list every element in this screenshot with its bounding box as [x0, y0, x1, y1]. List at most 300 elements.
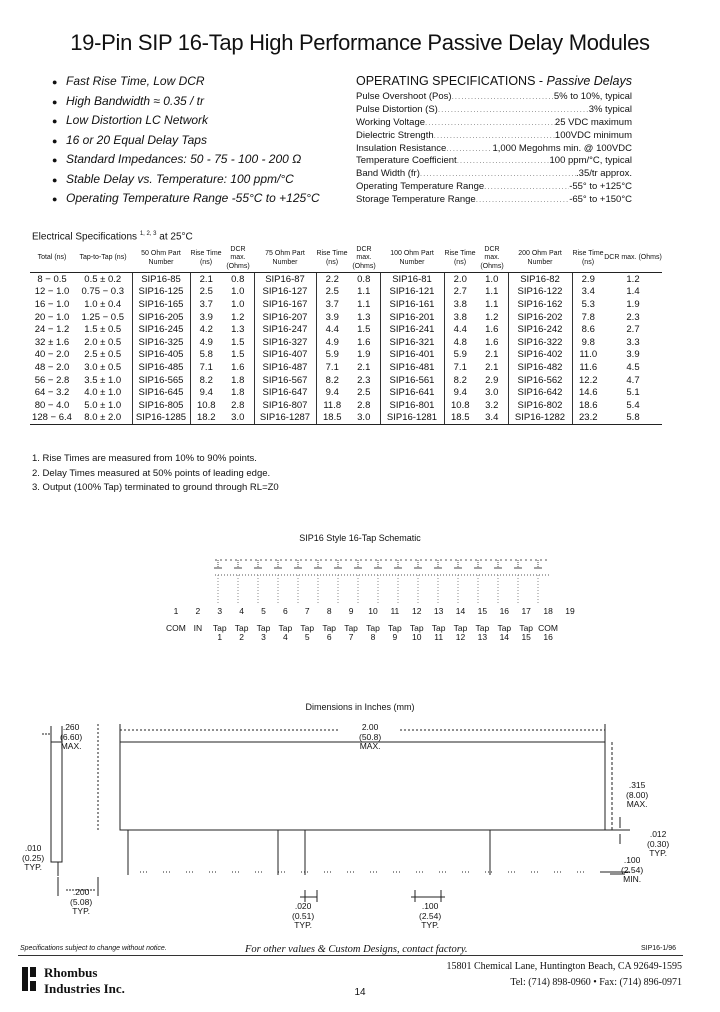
- table-cell: 23.2: [572, 412, 604, 425]
- front-view-body: [120, 742, 605, 830]
- table-cell: 8.2: [453, 374, 467, 386]
- pin-label: 10: [368, 606, 378, 616]
- pin-label: 15: [477, 606, 488, 616]
- column-header: 200 Ohm Part Number: [508, 245, 572, 273]
- part-number-cell: SIP16-487: [254, 361, 316, 374]
- table-cell: 8.2: [325, 374, 339, 386]
- part-number-cell: SIP16-402: [508, 349, 572, 362]
- pin-label: 18: [543, 606, 553, 616]
- table-cell: 2.2: [325, 273, 339, 285]
- column-header: DCR max. (Ohms): [222, 245, 254, 273]
- table-cell: 4.9: [325, 336, 339, 348]
- table-cell: 7.1: [199, 361, 213, 373]
- pin-label: Tap: [278, 623, 293, 633]
- document-number: SIP16-1/96: [641, 945, 677, 952]
- table-cell: 16 − 1.0: [34, 298, 70, 310]
- pin-label: 6: [326, 632, 332, 642]
- lc-network: [214, 560, 550, 603]
- part-number-cell: SIP16-81: [380, 273, 444, 286]
- pin-label: 2: [239, 632, 244, 642]
- dimension-drawing: [0, 712, 720, 942]
- feature-item: ● Low Distortion LC Network: [52, 111, 352, 131]
- table-cell: 1.1: [357, 298, 371, 310]
- part-number-cell: SIP16-325: [132, 336, 190, 349]
- spec-label: Working Voltage: [356, 116, 426, 128]
- operating-specifications: [356, 74, 632, 207]
- leader-dots: [446, 143, 492, 156]
- feature-item: ● 16 or 20 Equal Delay Taps: [52, 131, 352, 151]
- lead-width-label: .012 (0.30) TYP.: [647, 829, 670, 858]
- pin-label: 12: [412, 606, 422, 616]
- pin-label: Tap: [322, 623, 337, 633]
- spec-value: 3% typical: [588, 103, 632, 115]
- table-cell: 1.2: [231, 311, 245, 323]
- table-cell: 3.5 ± 1.0: [84, 374, 122, 386]
- spec-label: Pulse Distortion (S): [356, 103, 438, 115]
- part-number-cell: SIP16-87: [254, 273, 316, 286]
- table-cell: 2.3: [626, 311, 640, 323]
- table-cell: 1.3: [357, 311, 371, 323]
- pin-label: Tap: [344, 623, 358, 633]
- table-cell: 1.8: [231, 374, 245, 386]
- table-cell: 3.3: [626, 336, 640, 348]
- spec-label: Temperature Coefficient: [356, 155, 457, 167]
- pin-label: 11: [390, 606, 400, 616]
- part-number-cell: SIP16-327: [254, 336, 316, 349]
- table-cell: 2.1: [485, 361, 499, 373]
- part-number-cell: SIP16-561: [380, 374, 444, 387]
- table-cell: 4.2: [199, 324, 213, 336]
- table-cell: 1.6: [485, 324, 499, 336]
- table-row: [30, 374, 662, 387]
- table-header-row: [30, 245, 662, 273]
- spec-row: [356, 130, 632, 143]
- table-cell: 3.9: [325, 311, 339, 323]
- table-cell: 9.4: [453, 387, 467, 399]
- table-cell: 4.9: [199, 336, 213, 348]
- table-cell: 0.8: [231, 273, 245, 285]
- table-cell: 2.1: [199, 273, 213, 285]
- table-cell: 1.1: [485, 286, 499, 298]
- pin-label: 6: [283, 606, 288, 616]
- note-item: 1. Rise Times are measured from 10% to 90% points.: [32, 453, 257, 464]
- spec-label: Dielectric Strength: [356, 129, 434, 141]
- height-dimension-label: .315 (8.00) MAX.: [626, 780, 649, 809]
- note-item: 2. Delay Times measured at 50% points of leading edge.: [32, 467, 271, 479]
- leader-dots: [452, 91, 554, 104]
- custom-designs-note: For other values & Custom Designs, contact factory.: [245, 944, 468, 955]
- table-cell: 64 − 3.2: [34, 387, 70, 399]
- part-number-cell: SIP16-807: [254, 399, 316, 412]
- pin-label: 5: [261, 606, 266, 616]
- table-cell: 3.0: [348, 412, 380, 425]
- lead-length-label: .100 (2.54) MIN.: [621, 855, 644, 884]
- leader-dots: [476, 194, 569, 207]
- pin-label: 4: [239, 606, 244, 616]
- feature-item: ● High Bandwidth ≈ 0.35 / tr: [52, 92, 352, 112]
- part-number-cell: SIP16-161: [380, 298, 444, 311]
- table-cell: 2.8: [357, 399, 371, 411]
- schematic-diagram: [150, 545, 570, 607]
- table-cell: 1.8: [231, 387, 245, 399]
- part-number-cell: SIP16-805: [132, 399, 190, 412]
- pin-label: Tap: [234, 623, 249, 633]
- leader-dots: [484, 181, 569, 194]
- pin-label: Tap: [212, 623, 227, 633]
- leader-dots: [438, 104, 589, 117]
- part-number-cell: SIP16-647: [254, 386, 316, 399]
- part-number-cell: SIP16-162: [508, 298, 572, 311]
- pin-label: Tap: [300, 623, 315, 633]
- spec-label: Storage Temperature Range: [356, 194, 476, 206]
- brand-name-line2: Industries Inc.: [44, 981, 125, 996]
- pin-label: 3: [261, 632, 266, 642]
- part-number-cell: SIP16-482: [508, 361, 572, 374]
- table-cell: 1.6: [357, 336, 371, 348]
- table-row: [30, 412, 662, 425]
- spec-row: [356, 155, 632, 168]
- column-header: Rise Time (ns): [572, 245, 604, 273]
- pin-label: COM: [166, 623, 186, 633]
- pin-label: 1: [217, 632, 223, 642]
- part-number-cell: SIP16-121: [380, 286, 444, 299]
- table-row: [30, 361, 662, 374]
- table-cell: 80 − 4.0: [34, 399, 70, 411]
- notes: [32, 452, 279, 496]
- table-cell: 1.1: [357, 286, 371, 298]
- spec-value: 1,000 Megohms min. @ 100VDC: [492, 142, 632, 154]
- pin-label: 2: [195, 606, 201, 616]
- pin-label: 14: [455, 606, 466, 616]
- pin-label: IN: [193, 623, 203, 633]
- spec-value: -55° to +125°C: [569, 181, 632, 193]
- pin-label: 4: [283, 632, 288, 642]
- part-number-cell: SIP16-122: [508, 286, 572, 299]
- part-number-cell: SIP16-242: [508, 323, 572, 336]
- table-row: [30, 349, 662, 362]
- electrical-title: Electrical Specifications $^{1, 2, 3}$ at 25°C: [32, 231, 193, 243]
- part-number-cell: SIP16-1285: [132, 412, 190, 425]
- table-cell: 10.8: [197, 399, 216, 411]
- lead-diameter-label: .020 (0.51) TYP.: [292, 901, 315, 930]
- pin-label: [559, 632, 581, 642]
- part-number-cell: SIP16-562: [508, 374, 572, 387]
- table-cell: 3.8: [453, 311, 467, 323]
- part-number-cell: SIP16-642: [508, 386, 572, 399]
- table-cell: 3.2: [485, 399, 499, 411]
- feature-item: ● Fast Rise Time, Low DCR: [52, 72, 352, 92]
- part-number-cell: SIP16-485: [132, 361, 190, 374]
- table-cell: 2.1: [485, 349, 499, 361]
- company-address: 15801 Chemical Lane, Huntington Beach, CA 92649-1595: [446, 961, 682, 972]
- table-cell: 5.4: [626, 399, 640, 411]
- spec-rows: [356, 91, 632, 207]
- pin-label: 16: [499, 606, 510, 616]
- column-header: 50 Ohm Part Number: [132, 245, 190, 273]
- table-cell: 3.9: [199, 311, 213, 323]
- column-header: Rise Time (ns): [316, 245, 348, 273]
- footer-divider: [18, 955, 683, 956]
- spec-row: [356, 194, 632, 207]
- table-cell: 40 − 2.0: [34, 349, 70, 361]
- table-cell: 11.8: [323, 399, 342, 411]
- table-cell: 1.3: [231, 324, 245, 336]
- part-number-cell: SIP16-407: [254, 349, 316, 362]
- leader-dots: [425, 117, 555, 130]
- schematic-title: SIP16 Style 16-Tap Schematic: [299, 533, 421, 543]
- table-cell: 3.4: [581, 286, 595, 298]
- pin-label: 11: [434, 632, 444, 642]
- table-cell: 56 − 2.8: [34, 374, 70, 386]
- part-number-cell: SIP16-321: [380, 336, 444, 349]
- part-number-cell: SIP16-85: [132, 273, 190, 286]
- column-header: Tap-to-Tap (ns): [74, 245, 132, 273]
- pin-label: 1: [173, 606, 179, 616]
- table-cell: 1.6: [485, 336, 499, 348]
- table-cell: 0.5 ± 0.2: [84, 273, 122, 285]
- part-number-cell: SIP16-801: [380, 399, 444, 412]
- table-cell: 10.8: [451, 399, 470, 411]
- table-cell: 0.8: [357, 273, 371, 285]
- bullet-icon: ●: [52, 194, 58, 204]
- table-cell: 1.25 − 0.5: [81, 311, 125, 323]
- pin-label: 10: [412, 632, 422, 642]
- side-view-body: [51, 742, 62, 862]
- part-number-cell: SIP16-241: [380, 323, 444, 336]
- part-number-cell: SIP16-567: [254, 374, 316, 387]
- pin-label: 17: [521, 606, 531, 616]
- spec-row: [356, 143, 632, 156]
- table-cell: 5.3: [581, 298, 595, 310]
- feature-item: ● Standard Impedances: 50 - 75 - 100 - 200 Ω: [52, 150, 352, 170]
- table-cell: 8 − 0.5: [37, 273, 67, 285]
- table-cell: 4.4: [453, 324, 467, 336]
- part-number-cell: SIP16-1287: [254, 412, 316, 425]
- table-cell: 12 − 1.0: [34, 286, 70, 298]
- feature-item: ● Operating Temperature Range -55°C to +125°C: [52, 189, 352, 209]
- pin-label: Tap: [366, 623, 380, 633]
- table-cell: 14.6: [579, 387, 598, 399]
- table-cell: 2.5: [199, 286, 213, 298]
- part-number-cell: SIP16-167: [254, 298, 316, 311]
- table-cell: 4.0 ± 1.0: [84, 387, 122, 399]
- part-number-cell: SIP16-401: [380, 349, 444, 362]
- table-row: [30, 286, 662, 299]
- part-number-cell: SIP16-125: [132, 286, 190, 299]
- table-row: [30, 336, 662, 349]
- table-cell: 1.0 ± 0.4: [84, 298, 122, 310]
- table-cell: 1.0: [485, 273, 499, 285]
- table-cell: 3.7: [325, 298, 339, 310]
- spec-value: 100VDC minimum: [554, 129, 632, 141]
- company-phone: Tel: (714) 898-0960 • Fax: (714) 896-0971: [510, 977, 682, 988]
- table-cell: 1.0: [231, 298, 245, 310]
- table-cell: 1.0: [231, 286, 245, 298]
- feature-list: [52, 72, 352, 209]
- table-cell: 2.5: [325, 286, 339, 298]
- part-number-cell: SIP16-247: [254, 323, 316, 336]
- table-cell: 18.2: [190, 412, 222, 425]
- part-number-cell: SIP16-481: [380, 361, 444, 374]
- spec-row: [356, 104, 632, 117]
- spec-value: -65° to +150°C: [569, 194, 632, 206]
- table-cell: 11.6: [579, 361, 598, 373]
- pin-number-row: [165, 606, 581, 616]
- table-cell: 3.0: [222, 412, 254, 425]
- spec-value: 5% to 10%, typical: [553, 91, 632, 102]
- table-cell: 1.4: [626, 286, 640, 298]
- part-number-cell: SIP16-127: [254, 286, 316, 299]
- table-cell: 1.5: [357, 324, 371, 336]
- table-body: [30, 273, 662, 425]
- row-pitch-label: .200 (5.08) TYP.: [70, 887, 93, 916]
- pin-label: Tap: [497, 623, 512, 633]
- part-number-cell: SIP16-322: [508, 336, 572, 349]
- pin-label: 8: [370, 632, 376, 642]
- table-cell: 5.8: [604, 412, 662, 425]
- table-cell: 8.6: [581, 324, 595, 336]
- pin-label: [165, 632, 187, 642]
- part-number-cell: SIP16-202: [508, 311, 572, 324]
- table-row: [30, 323, 662, 336]
- leader-dots: [434, 130, 555, 143]
- table-cell: 9.8: [581, 336, 595, 348]
- table-cell: 2.8: [231, 399, 245, 411]
- pin-label: 9: [392, 632, 398, 642]
- pin-label: 14: [499, 632, 510, 642]
- spec-row: [356, 91, 632, 104]
- pin-label: 3: [217, 606, 223, 616]
- table-cell: 9.4: [199, 387, 213, 399]
- pin-pitch-label: .100 (2.54) TYP.: [419, 901, 442, 930]
- table-cell: 20 − 1.0: [34, 311, 70, 323]
- table-cell: 128 − 6.4: [30, 412, 74, 425]
- table-cell: 32 ± 1.6: [34, 336, 70, 348]
- table-cell: 7.1: [453, 361, 467, 373]
- table-cell: 2.7: [626, 324, 640, 336]
- spec-value: .35/tr approx.: [576, 168, 632, 180]
- pin-label: 7: [304, 606, 310, 616]
- part-number-cell: SIP16-205: [132, 311, 190, 324]
- spec-row: [356, 117, 632, 130]
- part-number-cell: SIP16-207: [254, 311, 316, 324]
- column-header: Rise Time (ns): [190, 245, 222, 273]
- bullet-icon: ●: [52, 174, 58, 185]
- spec-label: Insulation Resistance: [356, 142, 447, 154]
- pin-label: 13: [477, 632, 488, 642]
- part-number-cell: SIP16-565: [132, 374, 190, 387]
- part-number-cell: SIP16-641: [380, 386, 444, 399]
- part-number-cell: SIP16-245: [132, 323, 190, 336]
- table-cell: 2.3: [357, 374, 371, 386]
- pin-label: 7: [348, 632, 354, 642]
- pin-label: 9: [348, 606, 354, 616]
- table-cell: 1.9: [357, 349, 371, 361]
- table-cell: 2.9: [485, 374, 499, 386]
- table-cell: 3.9: [626, 349, 640, 361]
- electrical-spec-table: [30, 245, 662, 425]
- part-number-cell: SIP16-405: [132, 349, 190, 362]
- spec-value: 25 VDC maximum: [554, 116, 632, 128]
- table-cell: 9.4: [325, 387, 339, 399]
- table-cell: 1.5: [231, 349, 245, 361]
- bullet-icon: ●: [52, 155, 58, 165]
- table-cell: 7.1: [325, 361, 339, 373]
- column-header: DCR max. (Ohms): [476, 245, 508, 273]
- column-header: DCR max. (Ohms): [348, 245, 380, 273]
- table-cell: 3.8: [453, 298, 467, 310]
- table-cell: 3.0: [485, 387, 499, 399]
- table-cell: 8.0 ± 2.0: [74, 412, 132, 425]
- part-number-cell: SIP16-802: [508, 399, 572, 412]
- pin-label: 12: [455, 632, 466, 642]
- pin-label: Tap: [387, 623, 402, 633]
- page-title: 19-Pin SIP 16-Tap High Performance Passive Delay Modules: [70, 30, 650, 55]
- leader-dots: [457, 155, 550, 168]
- pin-label: 19: [565, 606, 575, 616]
- table-cell: 18.5: [444, 412, 476, 425]
- table-cell: 5.9: [325, 349, 339, 361]
- table-cell: 8.2: [199, 374, 213, 386]
- table-cell: 5.0 ± 1.0: [84, 399, 122, 411]
- table-cell: 1.1: [485, 298, 499, 310]
- table-row: [30, 311, 662, 324]
- table-cell: 1.5: [231, 336, 245, 348]
- lead-thickness-label: .010 (0.25) TYP.: [22, 843, 45, 872]
- table-cell: 3.4: [476, 412, 508, 425]
- pin-label: Tap: [409, 623, 424, 633]
- table-row: [30, 386, 662, 399]
- table-cell: 2.7: [453, 286, 467, 298]
- spec-row: [356, 168, 632, 181]
- table-cell: 11.0: [579, 349, 598, 361]
- pin-label: 5: [304, 632, 310, 642]
- disclaimer: Specifications subject to change without notice.: [20, 945, 167, 952]
- table-cell: 1.2: [626, 273, 640, 285]
- table-cell: 7.8: [581, 311, 595, 323]
- pin-label: Tap: [453, 623, 468, 633]
- pin-label: Tap: [475, 623, 490, 633]
- table-cell: 18.5: [316, 412, 348, 425]
- part-number-cell: SIP16-82: [508, 273, 572, 286]
- column-header: DCR max. (Ohms): [604, 245, 662, 273]
- table-cell: 4.7: [626, 374, 640, 386]
- part-number-cell: SIP16-645: [132, 386, 190, 399]
- table-cell: 2.9: [581, 273, 595, 285]
- feature-item: ● Stable Delay vs. Temperature: 100 ppm/°C: [52, 170, 352, 190]
- specs-heading: OPERATING SPECIFICATIONS - Passive Delays: [356, 74, 632, 88]
- table-cell: 5.9: [453, 349, 467, 361]
- note-item: 3. Output (100% Tap) terminated to ground through RL=Z0: [32, 482, 279, 493]
- table-cell: 18.6: [579, 399, 598, 411]
- bullet-icon: ●: [52, 135, 58, 146]
- bullet-icon: ●: [52, 116, 58, 126]
- spec-row: [356, 181, 632, 194]
- front-view-leads: [128, 830, 585, 875]
- spec-value: 100 ppm/°C, typical: [549, 155, 632, 167]
- table-cell: 2.5: [357, 387, 371, 399]
- pin-label: 8: [326, 606, 332, 616]
- part-number-cell: SIP16-165: [132, 298, 190, 311]
- table-row: [30, 399, 662, 412]
- brand-name: Rhombus: [44, 965, 98, 980]
- table-cell: 2.5 ± 0.5: [84, 349, 122, 361]
- table-cell: 4.5: [626, 361, 640, 373]
- pin-label-row: [165, 632, 581, 642]
- spec-label: Operating Temperature Range: [356, 181, 485, 193]
- column-header: Total (ns): [30, 245, 74, 273]
- pin-label: COM: [538, 623, 558, 633]
